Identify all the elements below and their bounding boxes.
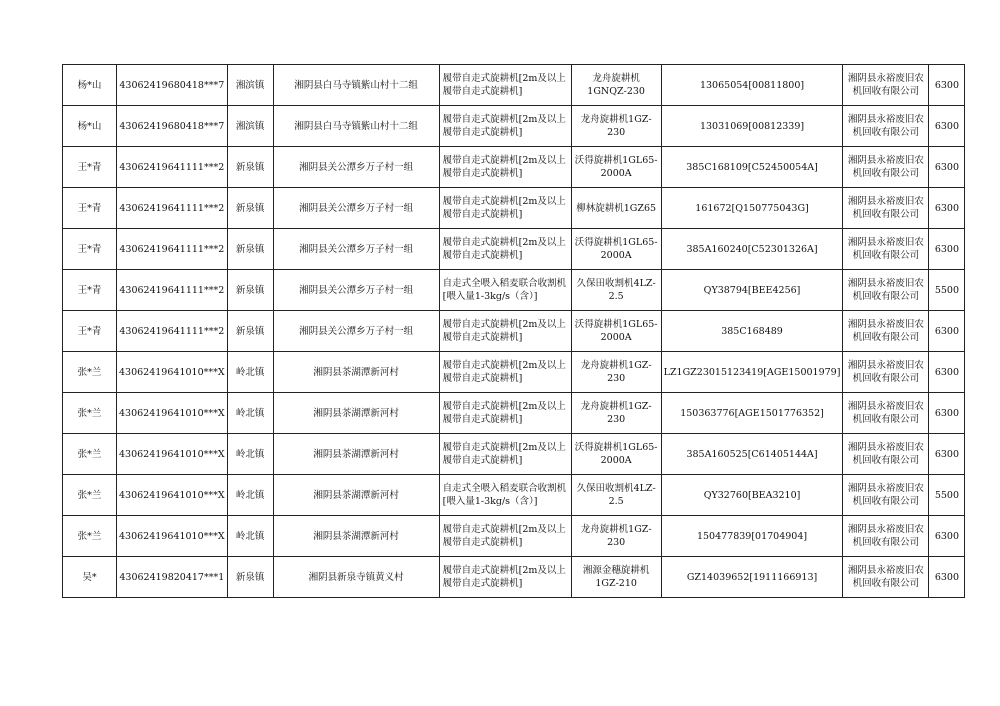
name-cell: 杨*山 — [63, 106, 117, 147]
table-row — [63, 106, 965, 147]
recycler-cell: 湘阴县永裕废旧农机回收有限公司 — [843, 147, 929, 188]
amount-cell: 6300 — [929, 106, 965, 147]
name-cell: 张*兰 — [63, 434, 117, 475]
address-cell: 湘阴县白马寺镇紫山村十二组 — [273, 106, 439, 147]
id-number-cell: 43062419641010***X — [117, 352, 228, 393]
town-cell: 新泉镇 — [227, 557, 273, 598]
amount-cell: 6300 — [929, 188, 965, 229]
town-cell: 新泉镇 — [227, 311, 273, 352]
recycler-cell: 湘阴县永裕废旧农机回收有限公司 — [843, 65, 929, 106]
model-cell: 龙舟旋耕机1GZ-230 — [571, 352, 661, 393]
model-cell: 龙舟旋耕机1GZ-230 — [571, 393, 661, 434]
table-row — [63, 352, 965, 393]
name-cell: 王*青 — [63, 188, 117, 229]
address-cell: 湘阴县新泉寺镇黄义村 — [273, 557, 439, 598]
table-row — [63, 557, 965, 598]
serial-cell: 13031069[00812339] — [661, 106, 843, 147]
town-cell: 岭北镇 — [227, 516, 273, 557]
amount-cell: 5500 — [929, 475, 965, 516]
id-number-cell: 43062419680418***7 — [117, 106, 228, 147]
serial-cell: 385C168489 — [661, 311, 843, 352]
model-cell: 沃得旋耕机1GL65-2000A — [571, 147, 661, 188]
machine-type-cell: 自走式全喂入稻麦联合收割机[喂入量1-3kg/s（含）] — [439, 270, 571, 311]
model-cell: 久保田收割机4LZ-2.5 — [571, 475, 661, 516]
id-number-cell: 43062419641010***X — [117, 434, 228, 475]
model-cell: 久保田收割机4LZ-2.5 — [571, 270, 661, 311]
town-cell: 湘滨镇 — [227, 65, 273, 106]
id-number-cell: 43062419641111***2 — [117, 311, 228, 352]
id-number-cell: 43062419820417***1 — [117, 557, 228, 598]
town-cell: 新泉镇 — [227, 147, 273, 188]
name-cell: 王*青 — [63, 229, 117, 270]
address-cell: 湘阴县白马寺镇紫山村十二组 — [273, 65, 439, 106]
machine-type-cell: 履带自走式旋耕机[2m及以上履带自走式旋耕机] — [439, 557, 571, 598]
address-cell: 湘阴县关公潭乡万子村一组 — [273, 147, 439, 188]
name-cell: 王*青 — [63, 270, 117, 311]
name-cell: 王*青 — [63, 311, 117, 352]
amount-cell: 6300 — [929, 516, 965, 557]
serial-cell: 150477839[01704904] — [661, 516, 843, 557]
id-number-cell: 43062419641111***2 — [117, 229, 228, 270]
id-number-cell: 43062419641010***X — [117, 393, 228, 434]
model-cell: 沃得旋耕机1GL65-2000A — [571, 229, 661, 270]
amount-cell: 6300 — [929, 147, 965, 188]
recycler-cell: 湘阴县永裕废旧农机回收有限公司 — [843, 557, 929, 598]
table-row — [63, 188, 965, 229]
name-cell: 吴* — [63, 557, 117, 598]
table-row — [63, 311, 965, 352]
model-cell: 柳林旋耕机1GZ65 — [571, 188, 661, 229]
machine-type-cell: 履带自走式旋耕机[2m及以上履带自走式旋耕机] — [439, 516, 571, 557]
table-row — [63, 516, 965, 557]
recycler-cell: 湘阴县永裕废旧农机回收有限公司 — [843, 434, 929, 475]
table-row — [63, 147, 965, 188]
address-cell: 湘阴县茶湖潭新河村 — [273, 434, 439, 475]
recycler-cell: 湘阴县永裕废旧农机回收有限公司 — [843, 229, 929, 270]
table-row — [63, 393, 965, 434]
address-cell: 湘阴县关公潭乡万子村一组 — [273, 311, 439, 352]
address-cell: 湘阴县茶湖潭新河村 — [273, 475, 439, 516]
address-cell: 湘阴县关公潭乡万子村一组 — [273, 188, 439, 229]
town-cell: 岭北镇 — [227, 475, 273, 516]
model-cell: 龙舟旋耕机1GZ-230 — [571, 106, 661, 147]
address-cell: 湘阴县关公潭乡万子村一组 — [273, 229, 439, 270]
machine-type-cell: 履带自走式旋耕机[2m及以上履带自走式旋耕机] — [439, 352, 571, 393]
id-number-cell: 43062419641111***2 — [117, 147, 228, 188]
machine-type-cell: 履带自走式旋耕机[2m及以上履带自走式旋耕机] — [439, 311, 571, 352]
table-row — [63, 229, 965, 270]
machine-type-cell: 履带自走式旋耕机[2m及以上履带自走式旋耕机] — [439, 106, 571, 147]
serial-cell: QY32760[BEA3210] — [661, 475, 843, 516]
town-cell: 新泉镇 — [227, 270, 273, 311]
name-cell: 张*兰 — [63, 475, 117, 516]
model-cell: 沃得旋耕机1GL65-2000A — [571, 434, 661, 475]
name-cell: 张*兰 — [63, 393, 117, 434]
serial-cell: 13065054[00811800] — [661, 65, 843, 106]
model-cell: 沃得旋耕机1GL65-2000A — [571, 311, 661, 352]
model-cell: 龙舟旋耕机1GNQZ-230 — [571, 65, 661, 106]
town-cell: 岭北镇 — [227, 434, 273, 475]
serial-cell: GZ14039652[1911166913] — [661, 557, 843, 598]
recycler-cell: 湘阴县永裕废旧农机回收有限公司 — [843, 475, 929, 516]
table-row — [63, 434, 965, 475]
id-number-cell: 43062419641010***X — [117, 516, 228, 557]
town-cell: 岭北镇 — [227, 393, 273, 434]
amount-cell: 6300 — [929, 352, 965, 393]
recycler-cell: 湘阴县永裕废旧农机回收有限公司 — [843, 516, 929, 557]
serial-cell: QY38794[BEE4256] — [661, 270, 843, 311]
address-cell: 湘阴县茶湖潭新河村 — [273, 352, 439, 393]
town-cell: 湘滨镇 — [227, 106, 273, 147]
machine-type-cell: 履带自走式旋耕机[2m及以上履带自走式旋耕机] — [439, 229, 571, 270]
id-number-cell: 43062419680418***7 — [117, 65, 228, 106]
serial-cell: 385A160240[C52301326A] — [661, 229, 843, 270]
name-cell: 张*兰 — [63, 352, 117, 393]
id-number-cell: 43062419641111***2 — [117, 188, 228, 229]
town-cell: 新泉镇 — [227, 229, 273, 270]
machine-type-cell: 履带自走式旋耕机[2m及以上履带自走式旋耕机] — [439, 188, 571, 229]
recycler-cell: 湘阴县永裕废旧农机回收有限公司 — [843, 352, 929, 393]
amount-cell: 5500 — [929, 270, 965, 311]
address-cell: 湘阴县茶湖潭新河村 — [273, 516, 439, 557]
name-cell: 张*兰 — [63, 516, 117, 557]
recycler-cell: 湘阴县永裕废旧农机回收有限公司 — [843, 106, 929, 147]
table-row — [63, 65, 965, 106]
machine-type-cell: 履带自走式旋耕机[2m及以上履带自走式旋耕机] — [439, 147, 571, 188]
model-cell: 湘源金穗旋耕机1GZ-210 — [571, 557, 661, 598]
amount-cell: 6300 — [929, 311, 965, 352]
serial-cell: 150363776[AGE1501776352] — [661, 393, 843, 434]
machine-type-cell: 履带自走式旋耕机[2m及以上履带自走式旋耕机] — [439, 393, 571, 434]
recycler-cell: 湘阴县永裕废旧农机回收有限公司 — [843, 270, 929, 311]
table-row — [63, 475, 965, 516]
recycler-cell: 湘阴县永裕废旧农机回收有限公司 — [843, 393, 929, 434]
address-cell: 湘阴县茶湖潭新河村 — [273, 393, 439, 434]
id-number-cell: 43062419641111***2 — [117, 270, 228, 311]
id-number-cell: 43062419641010***X — [117, 475, 228, 516]
name-cell: 王*青 — [63, 147, 117, 188]
serial-cell: LZ1GZ23015123419[AGE15001979] — [661, 352, 843, 393]
name-cell: 杨*山 — [63, 65, 117, 106]
town-cell: 岭北镇 — [227, 352, 273, 393]
amount-cell: 6300 — [929, 65, 965, 106]
serial-cell: 385C168109[C52450054A] — [661, 147, 843, 188]
address-cell: 湘阴县关公潭乡万子村一组 — [273, 270, 439, 311]
town-cell: 新泉镇 — [227, 188, 273, 229]
amount-cell: 6300 — [929, 229, 965, 270]
machine-type-cell: 履带自走式旋耕机[2m及以上履带自走式旋耕机] — [439, 434, 571, 475]
machine-type-cell: 履带自走式旋耕机[2m及以上履带自走式旋耕机] — [439, 65, 571, 106]
serial-cell: 161672[Q150775043G] — [661, 188, 843, 229]
model-cell: 龙舟旋耕机1GZ-230 — [571, 516, 661, 557]
amount-cell: 6300 — [929, 557, 965, 598]
recycler-cell: 湘阴县永裕废旧农机回收有限公司 — [843, 311, 929, 352]
machine-type-cell: 自走式全喂入稻麦联合收割机[喂入量1-3kg/s（含）] — [439, 475, 571, 516]
table-row — [63, 270, 965, 311]
amount-cell: 6300 — [929, 434, 965, 475]
recycler-cell: 湘阴县永裕废旧农机回收有限公司 — [843, 188, 929, 229]
amount-cell: 6300 — [929, 393, 965, 434]
records-table — [62, 64, 965, 598]
serial-cell: 385A160525[C61405144A] — [661, 434, 843, 475]
